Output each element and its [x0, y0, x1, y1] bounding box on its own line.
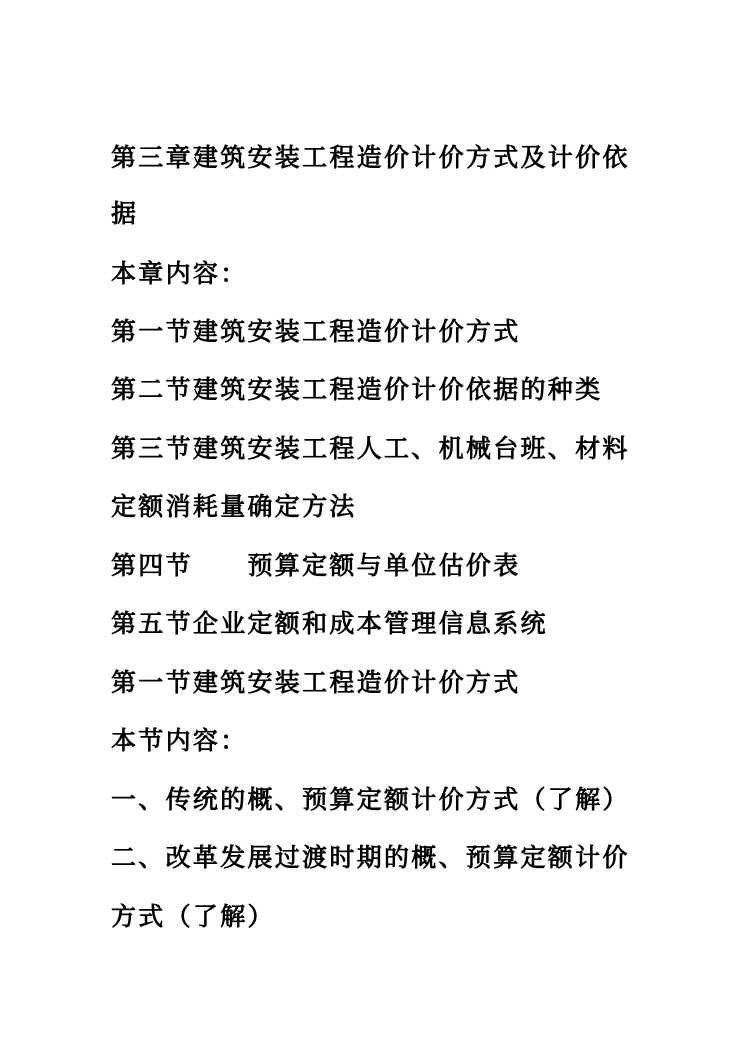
chapter-title-line-2: 据 [111, 199, 139, 228]
section-1-heading: 第一节建筑安装工程造价计价方式 [111, 668, 521, 697]
section-contents-heading: 本节内容： [111, 726, 248, 755]
chapter-contents-heading: 本章内容： [111, 259, 248, 288]
chapter-title-line-1: 第三章建筑安装工程造价计价方式及计价依 [111, 143, 630, 172]
section-5-title: 第五节企业定额和成本管理信息系统 [111, 609, 548, 638]
section-3-title-line-1: 第三节建筑安装工程人工、机械台班、材料 [111, 434, 630, 463]
item-2-line-2: 方式（了解） [111, 902, 275, 931]
item-1: 一、传统的概、预算定额计价方式（了解） [111, 785, 630, 814]
section-4-title: 第四节 预算定额与单位估价表 [111, 551, 521, 580]
section-3-title-line-2: 定额消耗量确定方法 [111, 492, 357, 521]
item-2-line-1: 二、改革发展过渡时期的概、预算定额计价 [111, 843, 630, 872]
section-2-title: 第二节建筑安装工程造价计价依据的种类 [111, 375, 603, 404]
section-1-title: 第一节建筑安装工程造价计价方式 [111, 317, 521, 346]
